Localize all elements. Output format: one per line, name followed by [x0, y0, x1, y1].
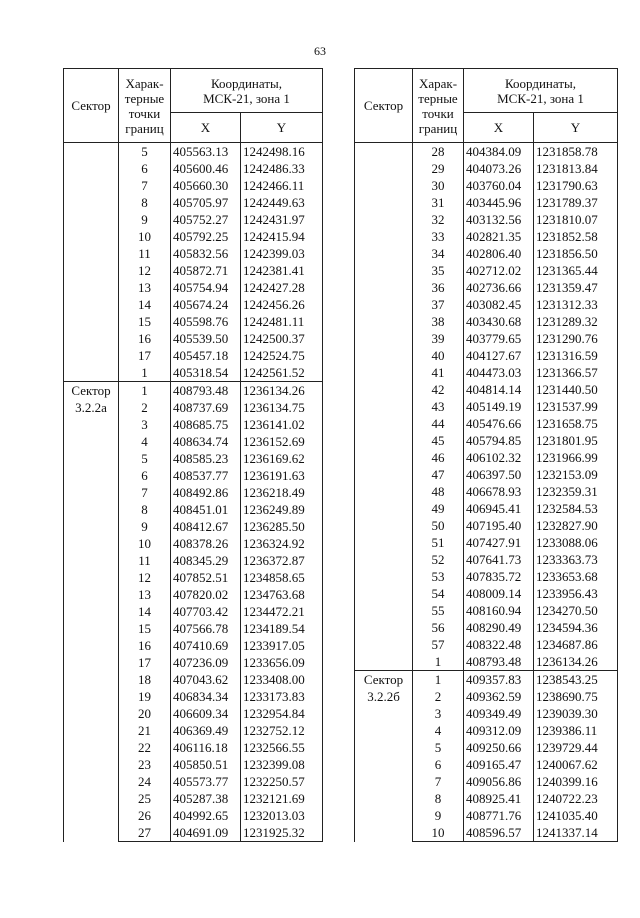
y-coordinate-cell: 1236285.50	[241, 518, 323, 535]
x-coordinate-cell: 408290.49	[464, 619, 534, 636]
y-coordinate-cell: 1236134.26	[534, 653, 618, 671]
point-number-cell: 55	[413, 602, 464, 619]
point-number-cell: 1	[119, 382, 171, 400]
x-coordinate-cell: 405794.85	[464, 432, 534, 449]
y-coordinate-cell: 1233088.06	[534, 534, 618, 551]
x-coordinate-cell: 405318.54	[171, 364, 241, 382]
y-coordinate-cell: 1238543.25	[534, 671, 618, 689]
y-coordinate-cell: 1231801.95	[534, 432, 618, 449]
x-coordinate-cell: 403760.04	[464, 177, 534, 194]
sector-label-line: Сектор	[363, 672, 404, 687]
x-coordinate-cell: 407410.69	[171, 637, 241, 654]
y-coordinate-cell: 1242498.16	[241, 143, 323, 161]
x-coordinate-cell: 405476.66	[464, 415, 534, 432]
x-coordinate-cell: 409362.59	[464, 688, 534, 705]
x-coordinate-cell: 407835.72	[464, 568, 534, 585]
point-number-cell: 52	[413, 551, 464, 568]
x-coordinate-cell: 408451.01	[171, 501, 241, 518]
point-number-cell: 17	[119, 347, 171, 364]
x-coordinate-cell: 406609.34	[171, 705, 241, 722]
x-coordinate-cell: 407852.51	[171, 569, 241, 586]
x-coordinate-cell: 403082.45	[464, 296, 534, 313]
x-coordinate-cell: 408793.48	[464, 653, 534, 671]
point-number-cell: 39	[413, 330, 464, 347]
header-y: Y	[534, 113, 618, 143]
point-number-cell: 26	[119, 807, 171, 824]
x-coordinate-cell: 408596.57	[464, 824, 534, 842]
y-coordinate-cell: 1236152.69	[241, 433, 323, 450]
header-points-line: точки	[128, 105, 161, 121]
point-number-cell: 32	[413, 211, 464, 228]
header-points-line: границ	[418, 120, 458, 136]
y-coordinate-cell: 1242500.37	[241, 330, 323, 347]
x-coordinate-cell: 408737.69	[171, 399, 241, 416]
point-number-cell: 28	[413, 143, 464, 161]
y-coordinate-cell: 1232566.55	[241, 739, 323, 756]
y-coordinate-cell: 1231810.07	[534, 211, 618, 228]
x-coordinate-cell: 408793.48	[171, 382, 241, 400]
point-number-cell: 17	[119, 654, 171, 671]
point-number-cell: 4	[119, 433, 171, 450]
y-coordinate-cell: 1231925.32	[241, 824, 323, 842]
point-number-cell: 31	[413, 194, 464, 211]
x-coordinate-cell: 408378.26	[171, 535, 241, 552]
y-coordinate-cell: 1242415.94	[241, 228, 323, 245]
y-coordinate-cell: 1242399.03	[241, 245, 323, 262]
x-coordinate-cell: 404992.65	[171, 807, 241, 824]
y-coordinate-cell: 1232827.90	[534, 517, 618, 534]
point-number-cell: 9	[119, 211, 171, 228]
point-number-cell: 12	[119, 262, 171, 279]
point-number-cell: 15	[119, 620, 171, 637]
y-coordinate-cell: 1239386.11	[534, 722, 618, 739]
x-coordinate-cell: 408412.67	[171, 518, 241, 535]
y-coordinate-cell: 1232250.57	[241, 773, 323, 790]
y-coordinate-cell: 1233408.00	[241, 671, 323, 688]
y-coordinate-cell: 1239039.30	[534, 705, 618, 722]
y-coordinate-cell: 1236141.02	[241, 416, 323, 433]
y-coordinate-cell: 1231366.57	[534, 364, 618, 381]
point-number-cell: 11	[119, 552, 171, 569]
point-number-cell: 19	[119, 688, 171, 705]
point-number-cell: 10	[413, 824, 464, 842]
y-coordinate-cell: 1242561.52	[241, 364, 323, 382]
x-coordinate-cell: 404473.03	[464, 364, 534, 381]
point-number-cell: 53	[413, 568, 464, 585]
sector-cell	[355, 671, 413, 842]
point-number-cell: 49	[413, 500, 464, 517]
y-coordinate-cell: 1242524.75	[241, 347, 323, 364]
y-coordinate-cell: 1231966.99	[534, 449, 618, 466]
x-coordinate-cell: 404127.67	[464, 347, 534, 364]
header-points-line: терные	[124, 90, 165, 106]
header-y: Y	[241, 113, 323, 143]
point-number-cell: 25	[119, 790, 171, 807]
y-coordinate-cell: 1231852.58	[534, 228, 618, 245]
x-coordinate-cell: 409250.66	[464, 739, 534, 756]
table-row	[64, 143, 323, 161]
x-coordinate-cell: 403445.96	[464, 194, 534, 211]
y-coordinate-cell: 1236372.87	[241, 552, 323, 569]
point-number-cell: 14	[119, 603, 171, 620]
header-coordinates	[171, 69, 323, 113]
y-coordinate-cell: 1232954.84	[241, 705, 323, 722]
x-coordinate-cell: 405573.77	[171, 773, 241, 790]
point-number-cell: 27	[119, 824, 171, 842]
x-coordinate-cell: 408634.74	[171, 433, 241, 450]
y-coordinate-cell: 1233656.09	[241, 654, 323, 671]
point-number-cell: 54	[413, 585, 464, 602]
x-coordinate-cell: 405872.71	[171, 262, 241, 279]
table-row	[64, 382, 323, 400]
x-coordinate-cell: 409357.83	[464, 671, 534, 689]
x-coordinate-cell: 407195.40	[464, 517, 534, 534]
y-coordinate-cell: 1234189.54	[241, 620, 323, 637]
y-coordinate-cell: 1232121.69	[241, 790, 323, 807]
point-number-cell: 11	[119, 245, 171, 262]
point-number-cell: 13	[119, 586, 171, 603]
x-coordinate-cell: 402736.66	[464, 279, 534, 296]
point-number-cell: 7	[413, 773, 464, 790]
y-coordinate-cell: 1232359.31	[534, 483, 618, 500]
y-coordinate-cell: 1233363.73	[534, 551, 618, 568]
table-body	[64, 143, 323, 842]
sector-cell	[64, 143, 119, 382]
x-coordinate-cell: 408771.76	[464, 807, 534, 824]
header-x: X	[171, 113, 241, 143]
y-coordinate-cell: 1231365.44	[534, 262, 618, 279]
point-number-cell: 7	[119, 177, 171, 194]
point-number-cell: 35	[413, 262, 464, 279]
point-number-cell: 42	[413, 381, 464, 398]
coordinates-table-left	[63, 68, 323, 842]
point-number-cell: 10	[119, 535, 171, 552]
x-coordinate-cell: 406834.34	[171, 688, 241, 705]
y-coordinate-cell: 1240722.23	[534, 790, 618, 807]
header-sector: Сектор	[64, 69, 119, 143]
x-coordinate-cell: 406945.41	[464, 500, 534, 517]
header-x: X	[464, 113, 534, 143]
x-coordinate-cell: 408160.94	[464, 602, 534, 619]
point-number-cell: 3	[119, 416, 171, 433]
x-coordinate-cell: 407820.02	[171, 586, 241, 603]
y-coordinate-cell: 1231658.75	[534, 415, 618, 432]
point-number-cell: 4	[413, 722, 464, 739]
point-number-cell: 56	[413, 619, 464, 636]
x-coordinate-cell: 403779.65	[464, 330, 534, 347]
x-coordinate-cell: 404073.26	[464, 160, 534, 177]
point-number-cell: 5	[413, 739, 464, 756]
y-coordinate-cell: 1236218.49	[241, 484, 323, 501]
x-coordinate-cell: 407043.62	[171, 671, 241, 688]
point-number-cell: 38	[413, 313, 464, 330]
header-coordinates-line: МСК-21, зона 1	[497, 90, 584, 106]
y-coordinate-cell: 1231289.32	[534, 313, 618, 330]
point-number-cell: 8	[119, 194, 171, 211]
sector-label-line: Сектор	[71, 383, 111, 398]
x-coordinate-cell: 408009.14	[464, 585, 534, 602]
point-number-cell: 30	[413, 177, 464, 194]
page-number: 63	[314, 44, 326, 58]
x-coordinate-cell: 406678.93	[464, 483, 534, 500]
x-coordinate-cell: 409312.09	[464, 722, 534, 739]
x-coordinate-cell: 405457.18	[171, 347, 241, 364]
x-coordinate-cell: 408685.75	[171, 416, 241, 433]
x-coordinate-cell: 408585.23	[171, 450, 241, 467]
point-number-cell: 7	[119, 484, 171, 501]
point-number-cell: 29	[413, 160, 464, 177]
y-coordinate-cell: 1241035.40	[534, 807, 618, 824]
y-coordinate-cell: 1231312.33	[534, 296, 618, 313]
y-coordinate-cell: 1242431.97	[241, 211, 323, 228]
point-number-cell: 43	[413, 398, 464, 415]
y-coordinate-cell: 1242481.11	[241, 313, 323, 330]
x-coordinate-cell: 405539.50	[171, 330, 241, 347]
x-coordinate-cell: 408537.77	[171, 467, 241, 484]
y-coordinate-cell: 1242427.28	[241, 279, 323, 296]
y-coordinate-cell: 1231537.99	[534, 398, 618, 415]
point-number-cell: 8	[119, 501, 171, 518]
y-coordinate-cell: 1242466.11	[241, 177, 323, 194]
header-points-line: границ	[125, 120, 164, 136]
sector-cell	[64, 382, 119, 842]
x-coordinate-cell: 403132.56	[464, 211, 534, 228]
point-number-cell: 47	[413, 466, 464, 483]
x-coordinate-cell: 404814.14	[464, 381, 534, 398]
point-number-cell: 8	[413, 790, 464, 807]
x-coordinate-cell: 405149.19	[464, 398, 534, 415]
point-number-cell: 12	[119, 569, 171, 586]
coordinates-table-right	[354, 68, 618, 842]
point-number-cell: 51	[413, 534, 464, 551]
y-coordinate-cell: 1241337.14	[534, 824, 618, 842]
y-coordinate-cell: 1231316.59	[534, 347, 618, 364]
point-number-cell: 5	[119, 450, 171, 467]
point-number-cell: 23	[119, 756, 171, 773]
y-coordinate-cell: 1234687.86	[534, 636, 618, 653]
point-number-cell: 20	[119, 705, 171, 722]
y-coordinate-cell: 1242381.41	[241, 262, 323, 279]
point-number-cell: 1	[413, 653, 464, 671]
x-coordinate-cell: 406116.18	[171, 739, 241, 756]
y-coordinate-cell: 1231290.76	[534, 330, 618, 347]
point-number-cell: 48	[413, 483, 464, 500]
y-coordinate-cell: 1236169.62	[241, 450, 323, 467]
point-number-cell: 36	[413, 279, 464, 296]
point-number-cell: 21	[119, 722, 171, 739]
point-number-cell: 18	[119, 671, 171, 688]
point-number-cell: 16	[119, 637, 171, 654]
x-coordinate-cell: 408345.29	[171, 552, 241, 569]
point-number-cell: 24	[119, 773, 171, 790]
y-coordinate-cell: 1231813.84	[534, 160, 618, 177]
y-coordinate-cell: 1231790.63	[534, 177, 618, 194]
point-number-cell: 2	[119, 399, 171, 416]
point-number-cell: 57	[413, 636, 464, 653]
x-coordinate-cell: 405287.38	[171, 790, 241, 807]
x-coordinate-cell: 405660.30	[171, 177, 241, 194]
point-number-cell: 16	[119, 330, 171, 347]
y-coordinate-cell: 1242449.63	[241, 194, 323, 211]
x-coordinate-cell: 405850.51	[171, 756, 241, 773]
point-number-cell: 33	[413, 228, 464, 245]
y-coordinate-cell: 1234472.21	[241, 603, 323, 620]
point-number-cell: 6	[413, 756, 464, 773]
point-number-cell: 3	[413, 705, 464, 722]
x-coordinate-cell: 407427.91	[464, 534, 534, 551]
x-coordinate-cell: 406369.49	[171, 722, 241, 739]
point-number-cell: 44	[413, 415, 464, 432]
point-number-cell: 1	[119, 364, 171, 382]
y-coordinate-cell: 1231789.37	[534, 194, 618, 211]
point-number-cell: 10	[119, 228, 171, 245]
y-coordinate-cell: 1234858.65	[241, 569, 323, 586]
y-coordinate-cell: 1236191.63	[241, 467, 323, 484]
point-number-cell: 22	[119, 739, 171, 756]
header-coordinates-line: МСК-21, зона 1	[203, 90, 290, 106]
x-coordinate-cell: 405600.46	[171, 160, 241, 177]
y-coordinate-cell: 1236134.26	[241, 382, 323, 400]
x-coordinate-cell: 402821.35	[464, 228, 534, 245]
table-body	[355, 143, 618, 842]
y-coordinate-cell: 1234594.36	[534, 619, 618, 636]
header-points-line: Харак-	[418, 75, 458, 91]
y-coordinate-cell: 1234270.50	[534, 602, 618, 619]
header-coordinates-line: Координаты,	[505, 75, 576, 91]
x-coordinate-cell: 405792.25	[171, 228, 241, 245]
point-number-cell: 2	[413, 688, 464, 705]
x-coordinate-cell: 407566.78	[171, 620, 241, 637]
point-number-cell: 6	[119, 160, 171, 177]
y-coordinate-cell: 1236324.92	[241, 535, 323, 552]
y-coordinate-cell: 1234763.68	[241, 586, 323, 603]
y-coordinate-cell: 1232013.03	[241, 807, 323, 824]
x-coordinate-cell: 405752.27	[171, 211, 241, 228]
x-coordinate-cell: 409165.47	[464, 756, 534, 773]
y-coordinate-cell: 1233917.05	[241, 637, 323, 654]
point-number-cell: 37	[413, 296, 464, 313]
point-number-cell: 14	[119, 296, 171, 313]
point-number-cell: 13	[119, 279, 171, 296]
y-coordinate-cell: 1232752.12	[241, 722, 323, 739]
table-row	[355, 143, 618, 161]
x-coordinate-cell: 405598.76	[171, 313, 241, 330]
x-coordinate-cell: 409056.86	[464, 773, 534, 790]
y-coordinate-cell: 1232584.53	[534, 500, 618, 517]
y-coordinate-cell: 1242456.26	[241, 296, 323, 313]
point-number-cell: 9	[119, 518, 171, 535]
y-coordinate-cell: 1232153.09	[534, 466, 618, 483]
x-coordinate-cell: 407236.09	[171, 654, 241, 671]
x-coordinate-cell: 403430.68	[464, 313, 534, 330]
y-coordinate-cell: 1240399.16	[534, 773, 618, 790]
y-coordinate-cell: 1236134.75	[241, 399, 323, 416]
y-coordinate-cell: 1233173.83	[241, 688, 323, 705]
x-coordinate-cell: 407703.42	[171, 603, 241, 620]
header-points	[119, 69, 171, 143]
x-coordinate-cell: 408925.41	[464, 790, 534, 807]
x-coordinate-cell: 405832.56	[171, 245, 241, 262]
y-coordinate-cell: 1238690.75	[534, 688, 618, 705]
point-number-cell: 41	[413, 364, 464, 381]
header-points-line: терные	[418, 90, 458, 106]
y-coordinate-cell: 1236249.89	[241, 501, 323, 518]
x-coordinate-cell: 404691.09	[171, 824, 241, 842]
header-points-line: точки	[422, 105, 454, 121]
point-number-cell: 50	[413, 517, 464, 534]
y-coordinate-cell: 1231440.50	[534, 381, 618, 398]
header-coordinates	[464, 69, 618, 113]
point-number-cell: 5	[119, 143, 171, 161]
y-coordinate-cell: 1232399.08	[241, 756, 323, 773]
x-coordinate-cell: 409349.49	[464, 705, 534, 722]
sector-label-line: 3.2.2а	[75, 400, 107, 415]
sector-label-line: 3.2.2б	[367, 689, 400, 704]
header-coordinates-line: Координаты,	[211, 75, 282, 91]
point-number-cell: 34	[413, 245, 464, 262]
table-row	[355, 671, 618, 689]
x-coordinate-cell: 406397.50	[464, 466, 534, 483]
point-number-cell: 6	[119, 467, 171, 484]
header-sector: Сектор	[355, 69, 413, 143]
point-number-cell: 9	[413, 807, 464, 824]
x-coordinate-cell: 408322.48	[464, 636, 534, 653]
x-coordinate-cell: 406102.32	[464, 449, 534, 466]
x-coordinate-cell: 405563.13	[171, 143, 241, 161]
point-number-cell: 15	[119, 313, 171, 330]
point-number-cell: 45	[413, 432, 464, 449]
y-coordinate-cell: 1231359.47	[534, 279, 618, 296]
y-coordinate-cell: 1233653.68	[534, 568, 618, 585]
x-coordinate-cell: 407641.73	[464, 551, 534, 568]
point-number-cell: 40	[413, 347, 464, 364]
y-coordinate-cell: 1231856.50	[534, 245, 618, 262]
y-coordinate-cell: 1240067.62	[534, 756, 618, 773]
x-coordinate-cell: 404384.09	[464, 143, 534, 161]
y-coordinate-cell: 1231858.78	[534, 143, 618, 161]
header-points	[413, 69, 464, 143]
x-coordinate-cell: 405705.97	[171, 194, 241, 211]
point-number-cell: 1	[413, 671, 464, 689]
header-points-line: Харак-	[125, 75, 164, 91]
x-coordinate-cell: 408492.86	[171, 484, 241, 501]
x-coordinate-cell: 402712.02	[464, 262, 534, 279]
y-coordinate-cell: 1239729.44	[534, 739, 618, 756]
point-number-cell: 46	[413, 449, 464, 466]
x-coordinate-cell: 405674.24	[171, 296, 241, 313]
x-coordinate-cell: 405754.94	[171, 279, 241, 296]
sector-cell	[355, 143, 413, 671]
y-coordinate-cell: 1242486.33	[241, 160, 323, 177]
y-coordinate-cell: 1233956.43	[534, 585, 618, 602]
x-coordinate-cell: 402806.40	[464, 245, 534, 262]
